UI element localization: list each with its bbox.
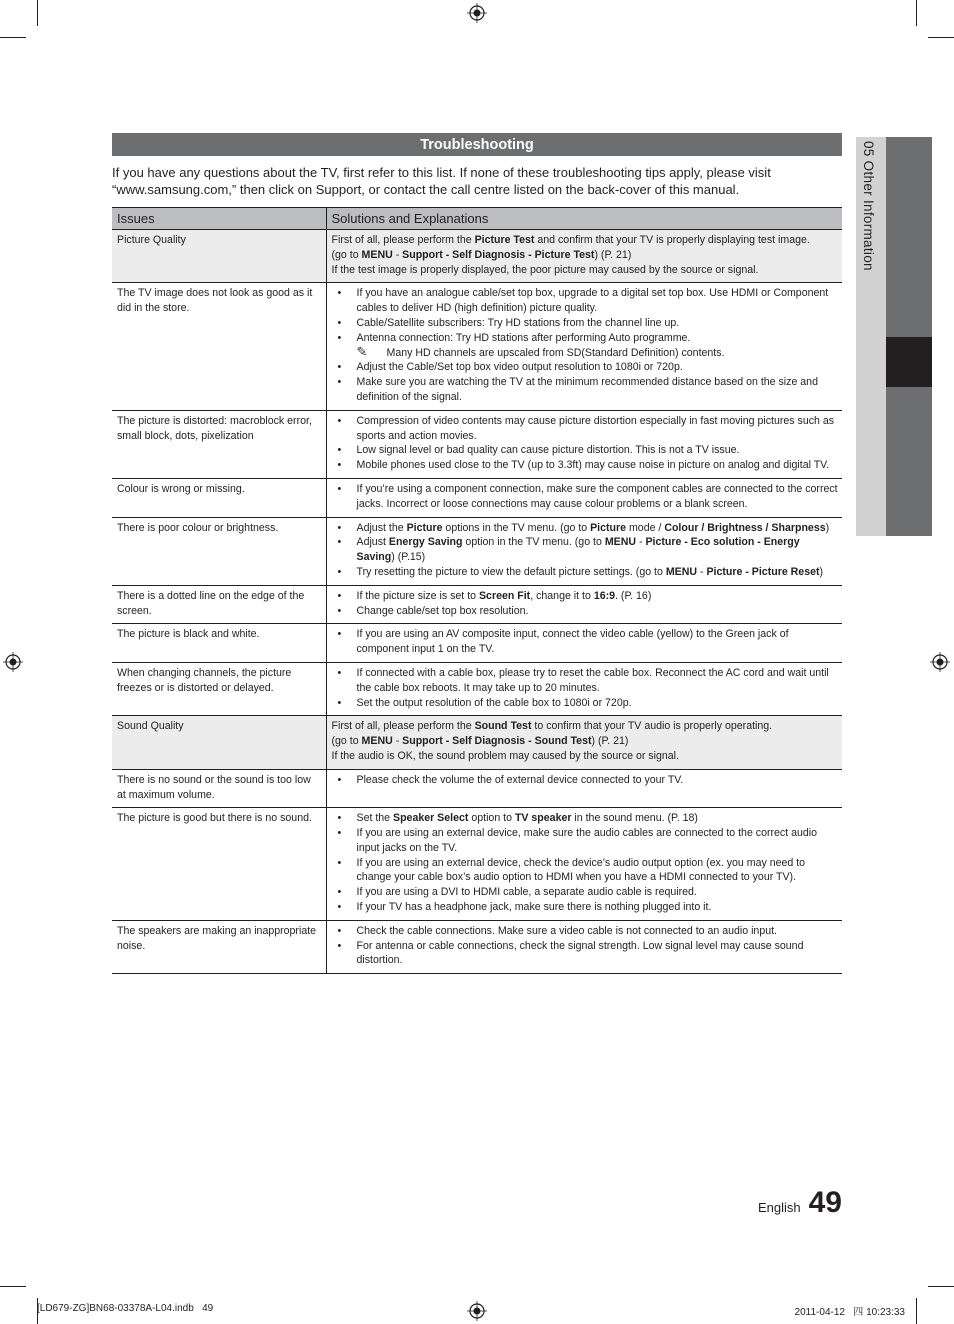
table-row [112,716,842,769]
issue-cell: When changing channels, the picture freezes or is distorted or delayed. [112,662,326,715]
issue-cell: Sound Quality [112,716,326,769]
crop-mark [928,37,954,38]
crop-mark [916,1298,917,1324]
intro-paragraph: If you have any questions about the TV, first refer to this list. If none of these troubleshooting tips apply, please visit “www.samsung.com,” then click on Support, or contact the call centre listed on the back-cover of this manual. [112,165,771,197]
header-issues: Issues [112,208,326,230]
solution-cell: • Please check the volume the of external device connected to your TV. [326,769,842,808]
issue-cell: The picture is distorted: macroblock error, small block, dots, pixelization [112,410,326,478]
solution-cell: • Check the cable connections. Make sure a video cable is not connected to an audio input. • For antenna or cable connections, check the signal strength. Low signal level may cause sound distortion. [326,920,842,973]
table-row [112,410,842,478]
page-number-block [758,1186,842,1220]
footer-file-info: [LD679-ZG]BN68-03378A-L04.indb 49 [37,1303,214,1314]
issue-cell: The speakers are making an inappropriate noise. [112,920,326,973]
solution-cell: • Compression of video contents may cause picture distortion especially in fast moving pictures such as sports and action movies. • Low signal level or bad quality can cause picture distortion. This is not a TV issue. • Mobile phones used close to the TV (up to 3.3ft) may cause noise in picture on analog and digital TV. [326,410,842,478]
table-row [112,920,842,973]
registration-mark-icon [930,652,950,672]
table-row [112,662,842,715]
table-row [112,478,842,517]
issue-cell: There is a dotted line on the edge of the screen. [112,585,326,624]
chapter-side-label: 05 Other Information [861,141,876,271]
table-row [112,808,842,921]
page-number: 49 [808,1186,842,1219]
crop-mark [0,1286,26,1287]
issue-cell: The picture is black and white. [112,624,326,663]
solution-cell: • Set the Speaker Select option to TV speaker in the sound menu. (P. 18) • If you are using an external device, make sure the audio cables are connected to the correct audio input jacks on the TV. • If you are using an external device, check the device’s audio output option (ex. you may need to change your cable box’s audio option to HDMI when you have a HDMI connected to your TV). • If you are using a DVI to HDMI cable, a separate audio cable is required. • If your TV has a headphone jack, make sure there is nothing plugged into it. [326,808,842,921]
registration-mark-icon [3,652,23,672]
issue-cell: Colour is wrong or missing. [112,478,326,517]
solution-cell: • If you are using an AV composite input, connect the video cable (yellow) to the Green jack of component input 1 on the TV. [326,624,842,663]
registration-mark-icon [467,3,487,23]
issue-cell: There is no sound or the sound is too low at maximum volume. [112,769,326,808]
crop-mark [916,0,917,26]
troubleshooting-table [112,207,842,974]
section-title: Troubleshooting [112,133,842,156]
crop-mark [37,0,38,26]
table-header-row [112,208,842,230]
page-language: English [757,1200,801,1215]
table-row [112,517,842,585]
table-row [112,230,842,283]
crop-mark [0,37,26,38]
issue-cell: Picture Quality [112,230,326,283]
issue-cell: The TV image does not look as good as it did in the store. [112,283,326,410]
solution-cell: • Adjust the Picture options in the TV menu. (go to Picture mode / Colour / Brightness / Sharpness) • Adjust Energy Saving option in the TV menu. (go to MENU - Picture - Eco solution - Energy Saving) (P.15) • Try resetting the picture to view the default picture settings. (go to MENU - Picture - Picture Reset) [326,517,842,585]
table-row [112,585,842,624]
solution-cell: First of all, please perform the Sound Test to confirm that your TV audio is properly operating. (go to MENU - Support - Self Diagnosis - Sound Test) (P. 21) If the audio is OK, the sound problem may caused by the source or signal. [326,716,842,769]
footer-datetime: 2011-04-12 四 10:23:33 [794,1307,905,1318]
solution-cell: • If the picture size is set to Screen Fit, change it to 16:9. (P. 16) • Change cable/set top box resolution. [326,585,842,624]
header-solutions: Solutions and Explanations [326,208,842,230]
solution-cell: • If you’re using a component connection, make sure the component cables are connected to the correct jacks. Incorrect or loose connections may cause colour problems or a blank screen. [326,478,842,517]
registration-mark-icon [467,1301,487,1321]
solution-cell: First of all, please perform the Picture Test and confirm that your TV is properly displaying test image. (go to MENU - Support - Self Diagnosis - Picture Test) (P. 21) If the test image is properly displayed, the poor picture may caused by the source or signal. [326,230,842,283]
crop-mark [928,1286,954,1287]
table-row [112,769,842,808]
table-row [112,283,842,410]
issue-cell: The picture is good but there is no sound. [112,808,326,921]
issue-cell: There is poor colour or brightness. [112,517,326,585]
table-row [112,624,842,663]
solution-cell: • If connected with a cable box, please try to reset the cable box. Reconnect the AC cord and wait until the cable box reboots. It may take up to 20 minutes. • Set the output resolution of the cable box to 1080i or 720p. [326,662,842,715]
solution-cell: • If you have an analogue cable/set top box, upgrade to a digital set top box. Use HDMI or Component cables to deliver HD (high definition) picture quality. • Cable/Satellite subscribers: Try HD stations from the channel line up. • Antenna connection: Try HD stations after performing Auto programme. ✎ Many HD channels are upscaled from SD(Standard Definition) contents. • Adjust the Cable/Set top box video output resolution to 1080i or 720p. • Make sure you are watching the TV at the minimum recommended distance based on the size and definition of the signal. [326,283,842,410]
